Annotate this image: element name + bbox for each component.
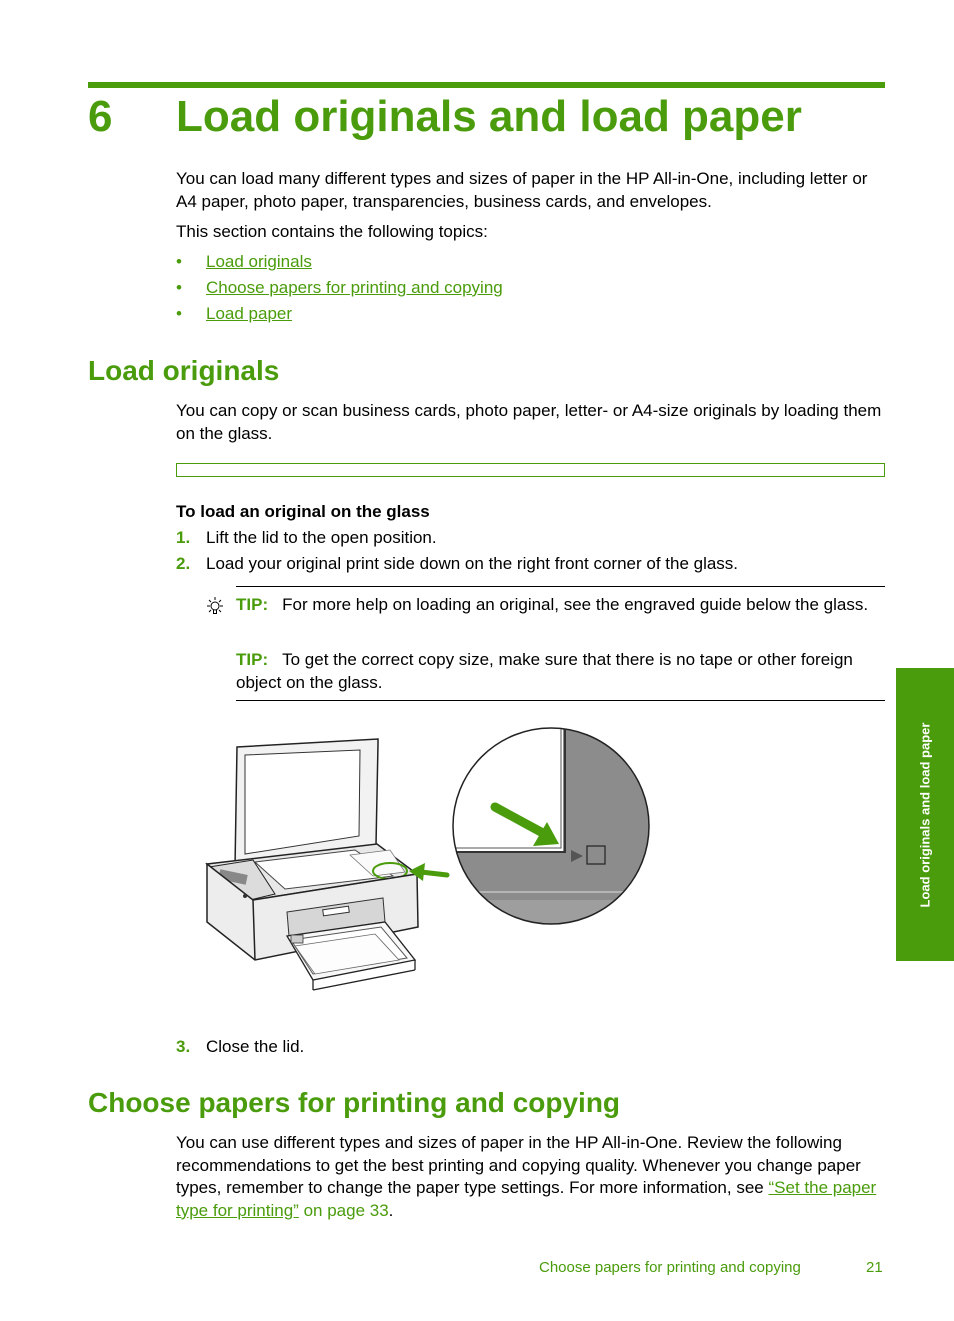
- topic-link-load-originals[interactable]: Load originals: [206, 252, 312, 271]
- topic-link-choose-papers[interactable]: Choose papers for printing and copying: [206, 278, 503, 297]
- step-number: 2.: [176, 554, 191, 573]
- bullet-icon: •: [176, 278, 182, 297]
- note-box: [176, 463, 885, 477]
- footer-section-title: Choose papers for printing and copying: [539, 1259, 801, 1276]
- chapter-side-tab: [896, 668, 954, 961]
- step-text: Load your original print side down on the right front corner of the glass.: [206, 554, 739, 573]
- step-number: 1.: [176, 528, 191, 547]
- procedure-title: To load an original on the glass: [176, 502, 430, 521]
- footer-page-number: 21: [866, 1259, 883, 1276]
- chapter-top-rule: [88, 82, 885, 88]
- chapter-number: 6: [88, 92, 113, 141]
- step-text: Lift the lid to the open position.: [206, 528, 437, 547]
- side-tab-label: Load originals and load paper: [917, 722, 933, 907]
- section-heading-load-originals: Load originals: [88, 355, 280, 386]
- step-text: Close the lid.: [206, 1037, 305, 1056]
- choose-papers-text: You can use different types and sizes of paper in the HP All-in-One. Review the following recommendations to get the best printing and copying quality. Whenever you change paper types, remember to change the paper type settings. For more information, see: [176, 1133, 861, 1197]
- tip-label: TIP:: [236, 595, 269, 614]
- tip-text: To get the correct copy size, make sure that there is no tape or other foreign object on the glass.: [236, 650, 853, 692]
- topics-intro: This section contains the following topics:: [176, 222, 488, 241]
- set-paper-type-link[interactable]: “Set the paper type for printing”: [176, 1178, 877, 1220]
- load-originals-body: You can copy or scan business cards, photo paper, letter- or A4-size originals by loading them on the glass.: [176, 401, 882, 443]
- sentence-end: .: [388, 1200, 394, 1220]
- topic-link-load-paper[interactable]: Load paper: [206, 304, 293, 323]
- chapter-title: Load originals and load paper: [176, 92, 802, 141]
- tip-bottom-rule: [236, 700, 885, 701]
- tip-label: TIP:: [236, 650, 269, 669]
- step-number: 3.: [176, 1037, 191, 1056]
- bullet-icon: •: [176, 304, 182, 323]
- tip-1: [236, 594, 888, 617]
- choose-papers-body: [176, 1132, 888, 1222]
- tip-top-rule: [236, 586, 885, 587]
- chapter-intro: You can load many different types and sizes of paper in the HP All-in-One, including letter or A4 paper, photo paper, transparencies, business cards, and envelopes.: [176, 169, 868, 211]
- printer-loading-illustration: [195, 722, 665, 1012]
- page-reference[interactable]: on page 33: [298, 1200, 389, 1220]
- tip-2: [236, 649, 888, 694]
- section-heading-choose-papers: Choose papers for printing and copying: [88, 1087, 621, 1118]
- bullet-icon: •: [176, 252, 182, 271]
- tip-text: For more help on loading an original, see the engraved guide below the glass.: [282, 595, 869, 614]
- lightbulb-icon: [203, 595, 227, 619]
